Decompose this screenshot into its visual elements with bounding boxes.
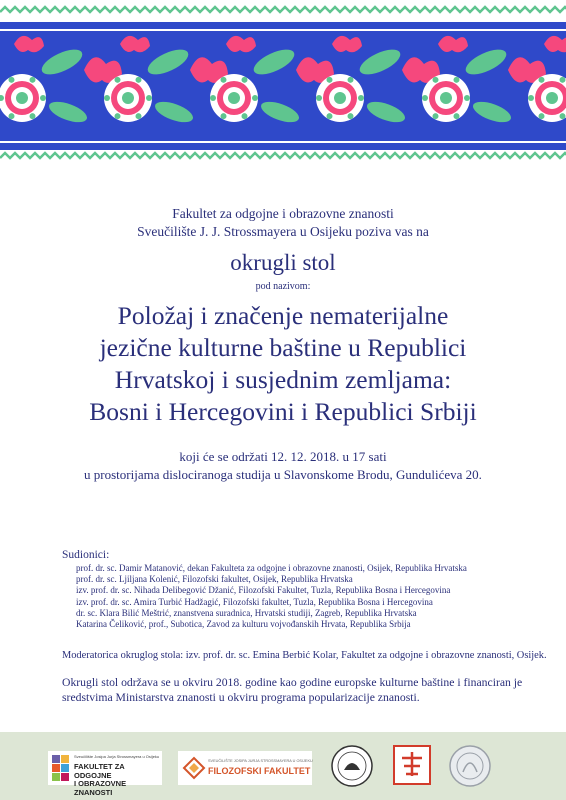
rosette-motif: [228, 92, 240, 104]
participants-label: Sudionici:: [62, 549, 110, 561]
logo2-university: SVEUČILIŠTE JOSIPA JURJA STROSSMAYERA U OSIJEKU: [208, 759, 313, 763]
rosette-dot: [9, 77, 15, 83]
faculty-education-logo: [48, 751, 162, 797]
logo-square: [52, 764, 60, 772]
logo-square: [52, 755, 60, 763]
title-line: jezične kulturne baštine u Republici: [99, 333, 467, 362]
rosette-motif: [122, 92, 134, 104]
logo-square: [52, 773, 60, 781]
event-details: [0, 448, 566, 484]
pink-flower-motif: [332, 36, 362, 52]
philosophy-emblem-icon: [181, 755, 207, 781]
participant: Katarina Čeliković, prof., Subotica, Zavod za kulturu vojvođanskih Hrvata, Republika Srbija: [76, 619, 411, 630]
logo2-name: FILOZOFSKI FAKULTET: [208, 766, 311, 776]
logo-square: [61, 764, 69, 772]
rosette-dot: [30, 113, 36, 119]
rosette-motif: [440, 92, 452, 104]
pink-flower-motif: [120, 36, 150, 52]
cultural-institution-icon: [392, 744, 432, 786]
logo1-line: I OBRAZOVNE ZNANOSTI: [74, 779, 127, 797]
logo1-line: FAKULTET ZA ODGOJNE: [74, 762, 125, 780]
rosette-dot: [242, 77, 248, 83]
rosette-dot: [348, 113, 354, 119]
rosette-dot: [358, 95, 364, 101]
rosette-dot: [221, 113, 227, 119]
participant: prof. dr. sc. Damir Matanović, dekan Fakulteta za odgojne i obrazovne znanosti, Osijek, Republika Hrvatska: [76, 563, 467, 573]
white-stripe: [0, 29, 566, 31]
rosette-dot: [327, 113, 333, 119]
main-content: [0, 178, 566, 704]
participant: prof. dr. sc. Ljiljana Kolenić, Filozofski fakultet, Osijek, Republika Hrvatska: [76, 574, 353, 585]
floral-pattern: [0, 0, 566, 178]
rosette-motif: [16, 92, 28, 104]
intro-line-1: Fakultet za odgojne i obrazovne znanosti: [172, 206, 394, 221]
rosette-dot: [348, 77, 354, 83]
rosette-dot: [539, 77, 545, 83]
rosette-dot: [464, 95, 470, 101]
rosette-dot: [528, 95, 534, 101]
philosophy-faculty-logo: [178, 751, 312, 785]
logo-square: [61, 773, 69, 781]
rosette-dot: [40, 95, 46, 101]
logo1-name: [74, 763, 162, 797]
rosette-dot: [539, 113, 545, 119]
participant: izv. prof. dr. sc. Nihada Delibegović Džanić, Filozofski Fakultet, Tuzla, Republika Bosna i Hercegovina: [76, 585, 451, 596]
white-stripe: [0, 141, 566, 143]
rosette-dot: [115, 113, 121, 119]
intro: [0, 205, 566, 241]
title-line: Položaj i značenje nematerijalne: [117, 301, 449, 330]
rosette-dot: [146, 95, 152, 101]
pink-flower-motif: [438, 36, 468, 52]
rosette-dot: [242, 113, 248, 119]
rosette-dot: [136, 113, 142, 119]
rosette-dot: [30, 77, 36, 83]
title-line: Hrvatskoj i susjednim zemljama:: [114, 365, 452, 394]
rosette-dot: [104, 95, 110, 101]
rosette-dot: [433, 77, 439, 83]
rosette-dot: [560, 77, 566, 83]
rosette-dot: [136, 77, 142, 83]
logo-square: [61, 755, 69, 763]
rosette-motif: [546, 92, 558, 104]
event-date-time: koji će se održati 12. 12. 2018. u 17 sati: [179, 449, 387, 464]
rosette-dot: [9, 113, 15, 119]
university-seal-icon: [330, 744, 374, 788]
heritage-seal-icon: [448, 744, 492, 788]
rosette-dot: [560, 113, 566, 119]
decorative-banner: [0, 0, 566, 178]
rosette-dot: [433, 113, 439, 119]
rosette-dot: [210, 95, 216, 101]
rosette-dot: [252, 95, 258, 101]
blue-band: [0, 22, 566, 150]
moderator: Moderatorica okruglog stola: izv. prof. dr. sc. Emina Berbić Kolar, Fakultet za odgojne i obrazovne znanosti, Osijek.: [62, 650, 547, 661]
rosette-dot: [316, 95, 322, 101]
title-line: Bosni i Hercegovini i Republici Srbiji: [89, 397, 477, 426]
pod-nazivom-label: pod nazivom:: [255, 281, 311, 292]
footer-logos: [0, 732, 566, 800]
logo1-university: Sveučilište Josipa Jurja Strossmayera u Osijeku: [74, 754, 160, 759]
rosette-dot: [221, 77, 227, 83]
event-type: okrugli stol: [230, 250, 336, 275]
funding-note: Okrugli stol održava se u okviru 2018. godine kao godine europske kulturne baštine i financiran je sredstvima Ministarstva znanosti u okviru programa popularizacije znanosti.: [62, 676, 523, 704]
participant: izv. prof. dr. sc. Amira Turbić Hadžagić, Filozofski fakultet, Tuzla, Republika Bosna i Hercegovina: [76, 596, 433, 607]
event-location: u prostorijama dislociranoga studija u Slavonskome Brodu, Gundulićeva 20.: [84, 467, 482, 482]
rosette-dot: [327, 77, 333, 83]
pink-flower-motif: [226, 36, 256, 52]
pink-flower-motif: [14, 36, 44, 52]
intro-line-2: Sveučilište J. J. Strossmayera u Osijeku poziva vas na: [137, 224, 429, 239]
rosette-dot: [115, 77, 121, 83]
participant: dr. sc. Klara Bilić Meštrić, znanstvena suradnica, Hrvatski studiji, Zagreb, Republika Hrvatska: [76, 607, 417, 618]
rosette-dot: [422, 95, 428, 101]
rosette-dot: [454, 113, 460, 119]
rosette-dot: [454, 77, 460, 83]
event-title: [0, 300, 566, 428]
participants-list: [76, 563, 467, 630]
rosette-motif: [334, 92, 346, 104]
